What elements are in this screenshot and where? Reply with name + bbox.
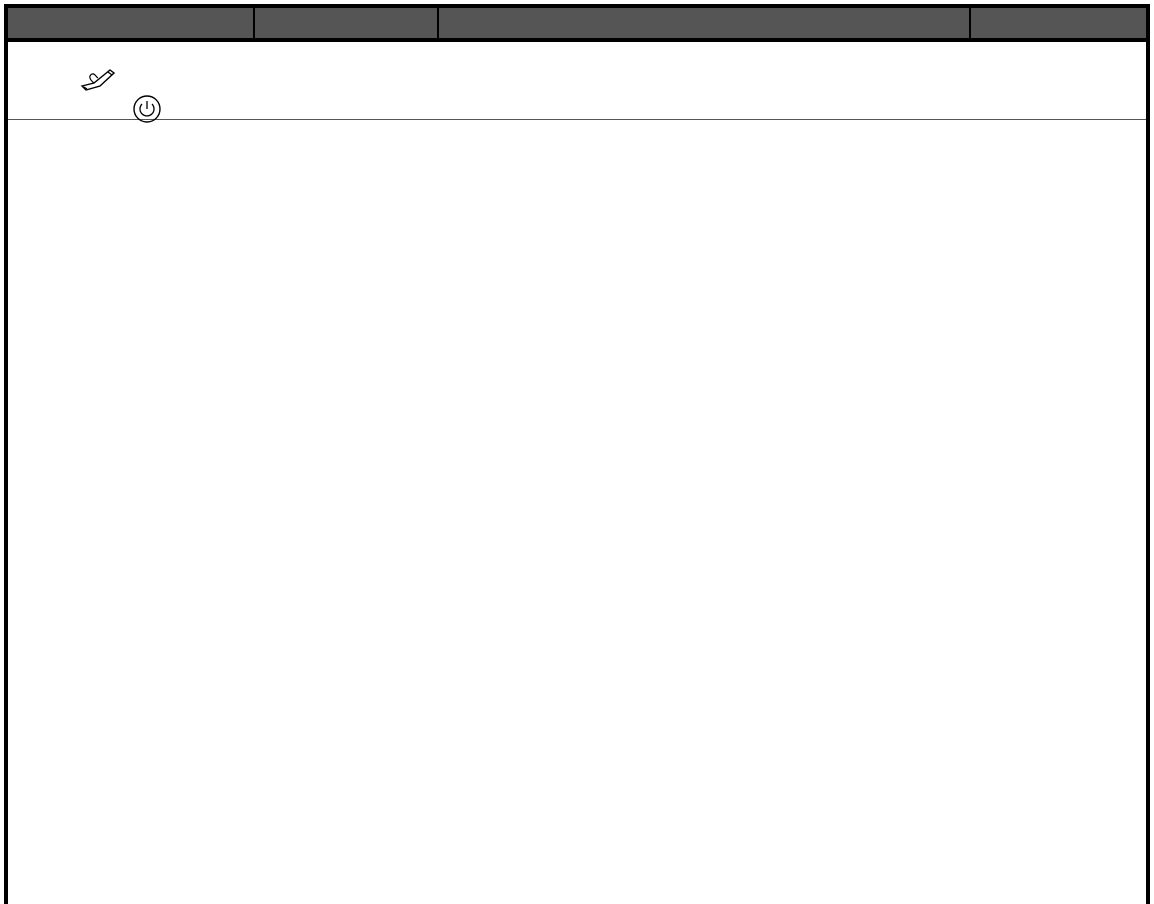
header-smartkey — [255, 8, 439, 38]
table-header — [8, 8, 1146, 42]
power-icon — [132, 94, 162, 128]
note-text — [130, 94, 164, 128]
header-operation — [8, 8, 255, 38]
header-keypad — [439, 8, 971, 38]
smartkey-note — [8, 42, 1146, 120]
operations-table — [4, 4, 1150, 904]
pencil-hand-icon — [80, 66, 118, 97]
header-action — [971, 8, 1146, 38]
